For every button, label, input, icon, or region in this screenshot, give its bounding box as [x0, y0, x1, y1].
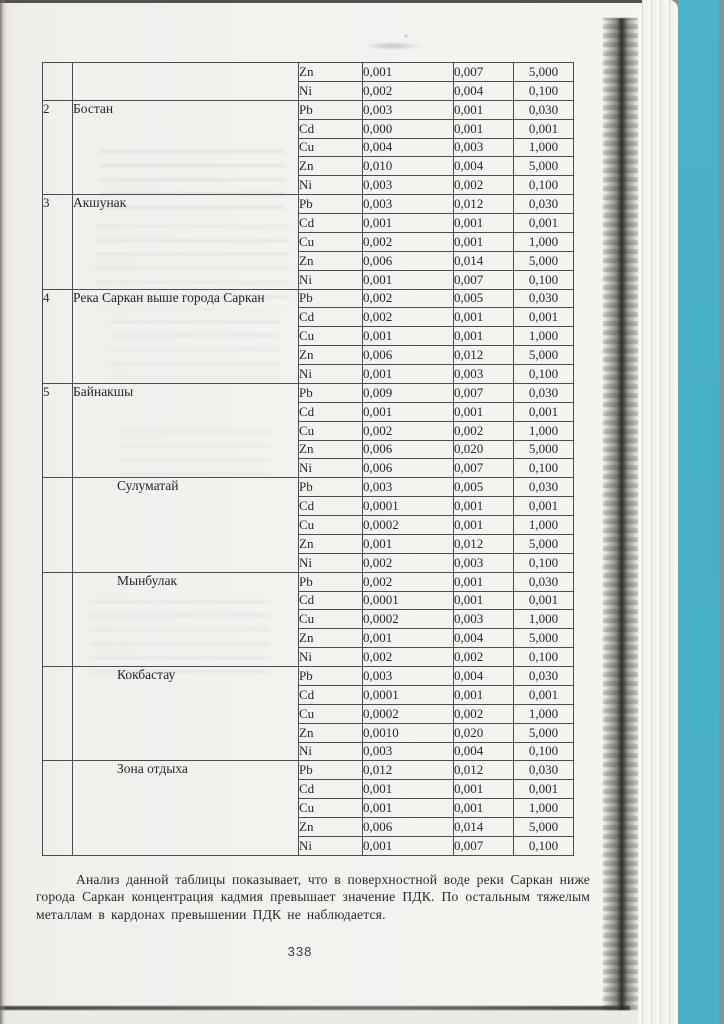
measured-value-cell: 0,0001	[363, 497, 454, 516]
measured-value-cell: 0,001	[363, 214, 454, 233]
site-number-cell	[43, 478, 73, 572]
element-cell: Cd	[299, 214, 363, 233]
pdk-value-cell: 5,000	[514, 440, 574, 459]
site-name-cell: Кокбастау	[73, 667, 299, 761]
pdk-value-cell: 0,030	[514, 478, 574, 497]
pdk-value-cell: 1,000	[514, 704, 574, 723]
measured-value-cell: 0,002	[454, 704, 514, 723]
measured-value-cell: 0,001	[363, 270, 454, 289]
pdk-value-cell: 0,030	[514, 572, 574, 591]
measured-value-cell: 0,0001	[363, 685, 454, 704]
site-number-cell	[43, 572, 73, 666]
pdk-value-cell: 1,000	[514, 232, 574, 251]
pdk-value-cell: 0,030	[514, 383, 574, 402]
pdk-value-cell: 0,100	[514, 648, 574, 667]
measured-value-cell: 0,020	[454, 723, 514, 742]
site-number-cell	[43, 63, 73, 101]
pdk-value-cell: 0,100	[514, 270, 574, 289]
measured-value-cell: 0,006	[363, 818, 454, 837]
measured-value-cell: 0,000	[363, 119, 454, 138]
pdk-value-cell: 0,100	[514, 459, 574, 478]
measured-value-cell: 0,001	[363, 799, 454, 818]
element-cell: Cd	[299, 591, 363, 610]
water-metals-table-body	[43, 63, 574, 856]
measured-value-cell: 0,003	[454, 553, 514, 572]
measured-value-cell: 0,001	[363, 63, 454, 82]
measured-value-cell: 0,001	[454, 232, 514, 251]
measured-value-cell: 0,014	[454, 251, 514, 270]
water-metals-table	[42, 62, 574, 856]
measured-value-cell: 0,0002	[363, 516, 454, 535]
element-cell: Cu	[299, 232, 363, 251]
table-row	[43, 289, 574, 308]
pdk-value-cell: 0,001	[514, 308, 574, 327]
measured-value-cell: 0,0002	[363, 704, 454, 723]
pdk-value-cell: 1,000	[514, 516, 574, 535]
pdk-value-cell: 0,001	[514, 119, 574, 138]
measured-value-cell: 0,001	[454, 516, 514, 535]
measured-value-cell: 0,002	[363, 81, 454, 100]
table-row	[43, 478, 574, 497]
measured-value-cell: 0,005	[454, 478, 514, 497]
element-cell: Ni	[299, 270, 363, 289]
measured-value-cell: 0,001	[454, 214, 514, 233]
pdk-value-cell: 5,000	[514, 818, 574, 837]
measured-value-cell: 0,001	[454, 572, 514, 591]
measured-value-cell: 0,001	[363, 836, 454, 855]
element-cell: Cd	[299, 685, 363, 704]
pdk-value-cell: 0,001	[514, 214, 574, 233]
pdk-value-cell: 0,100	[514, 836, 574, 855]
measured-value-cell: 0,002	[363, 232, 454, 251]
pdk-value-cell: 1,000	[514, 138, 574, 157]
element-cell: Pb	[299, 100, 363, 119]
pdk-value-cell: 0,030	[514, 289, 574, 308]
element-cell: Pb	[299, 289, 363, 308]
measured-value-cell: 0,001	[454, 402, 514, 421]
pdk-value-cell: 0,001	[514, 780, 574, 799]
table-row	[43, 63, 574, 82]
pdk-value-cell: 0,100	[514, 365, 574, 384]
element-cell: Zn	[299, 63, 363, 82]
measured-value-cell: 0,002	[363, 308, 454, 327]
element-cell: Pb	[299, 478, 363, 497]
measured-value-cell: 0,003	[454, 365, 514, 384]
measured-value-cell: 0,003	[363, 667, 454, 686]
element-cell: Zn	[299, 157, 363, 176]
pdk-value-cell: 5,000	[514, 723, 574, 742]
element-cell: Pb	[299, 667, 363, 686]
measured-value-cell: 0,001	[454, 799, 514, 818]
measured-value-cell: 0,006	[363, 251, 454, 270]
measured-value-cell: 0,002	[363, 553, 454, 572]
pdk-value-cell: 5,000	[514, 629, 574, 648]
element-cell: Ni	[299, 836, 363, 855]
table-row	[43, 572, 574, 591]
scan-left-edge	[0, 0, 6, 1024]
site-name-cell: Байнакшы	[73, 383, 299, 477]
measured-value-cell: 0,001	[363, 534, 454, 553]
measured-value-cell: 0,002	[363, 421, 454, 440]
measured-value-cell: 0,001	[454, 119, 514, 138]
measured-value-cell: 0,002	[454, 421, 514, 440]
pdk-value-cell: 5,000	[514, 251, 574, 270]
measured-value-cell: 0,001	[363, 327, 454, 346]
scanner-background	[719, 0, 724, 1024]
measured-value-cell: 0,010	[363, 157, 454, 176]
table-row	[43, 761, 574, 780]
element-cell: Cu	[299, 610, 363, 629]
site-name-cell: Сулуматай	[73, 478, 299, 572]
page-number: 338	[287, 944, 313, 959]
element-cell: Ni	[299, 459, 363, 478]
element-cell: Zn	[299, 629, 363, 648]
measured-value-cell: 0,004	[454, 667, 514, 686]
element-cell: Cu	[299, 799, 363, 818]
pdk-value-cell: 0,100	[514, 742, 574, 761]
measured-value-cell: 0,012	[454, 195, 514, 214]
measured-value-cell: 0,001	[454, 497, 514, 516]
site-number-cell: 3	[43, 195, 73, 289]
site-number-cell: 5	[43, 383, 73, 477]
element-cell: Ni	[299, 742, 363, 761]
element-cell: Zn	[299, 346, 363, 365]
measured-value-cell: 0,001	[454, 100, 514, 119]
measured-value-cell: 0,007	[454, 63, 514, 82]
site-number-cell: 2	[43, 100, 73, 194]
pdk-value-cell: 0,030	[514, 195, 574, 214]
element-cell: Ni	[299, 365, 363, 384]
element-cell: Zn	[299, 251, 363, 270]
pdk-value-cell: 0,001	[514, 685, 574, 704]
element-cell: Cd	[299, 119, 363, 138]
measured-value-cell: 0,002	[454, 176, 514, 195]
measured-value-cell: 0,012	[454, 534, 514, 553]
measured-value-cell: 0,012	[454, 761, 514, 780]
measured-value-cell: 0,001	[454, 685, 514, 704]
table-row	[43, 667, 574, 686]
page-stack-edge	[638, 0, 678, 1024]
pdk-value-cell: 5,000	[514, 346, 574, 365]
measured-value-cell: 0,006	[363, 459, 454, 478]
pdk-value-cell: 5,000	[514, 157, 574, 176]
measured-value-cell: 0,007	[454, 270, 514, 289]
measured-value-cell: 0,004	[454, 81, 514, 100]
measured-value-cell: 0,001	[454, 591, 514, 610]
measured-value-cell: 0,001	[454, 308, 514, 327]
element-cell: Pb	[299, 383, 363, 402]
site-name-cell	[73, 63, 299, 101]
site-name-cell: Бостан	[73, 100, 299, 194]
measured-value-cell: 0,002	[363, 648, 454, 667]
measured-value-cell: 0,003	[363, 478, 454, 497]
analysis-paragraph: Анализ данной таблицы показывает, что в поверхностной воде реки Саркан ниже города Саркан концентрация кадмия превышает значение ПДК. По остальным тяжелым металлам в кардонах превышении ПДК не наблюдается.	[36, 871, 590, 922]
measured-value-cell: 0,002	[363, 289, 454, 308]
measured-value-cell: 0,004	[454, 629, 514, 648]
pdk-value-cell: 0,001	[514, 402, 574, 421]
measured-value-cell: 0,009	[363, 383, 454, 402]
measured-value-cell: 0,001	[363, 780, 454, 799]
measured-value-cell: 0,020	[454, 440, 514, 459]
element-cell: Cd	[299, 402, 363, 421]
table-row	[43, 383, 574, 402]
element-cell: Ni	[299, 176, 363, 195]
pdk-value-cell: 1,000	[514, 610, 574, 629]
measured-value-cell: 0,004	[454, 157, 514, 176]
pdk-value-cell: 0,001	[514, 591, 574, 610]
site-number-cell: 4	[43, 289, 73, 383]
measured-value-cell: 0,003	[454, 610, 514, 629]
element-cell: Zn	[299, 818, 363, 837]
element-cell: Cd	[299, 308, 363, 327]
pdk-value-cell: 1,000	[514, 327, 574, 346]
binding-shadow	[603, 18, 639, 1010]
element-cell: Ni	[299, 553, 363, 572]
measured-value-cell: 0,002	[363, 572, 454, 591]
measured-value-cell: 0,006	[363, 346, 454, 365]
measured-value-cell: 0,001	[454, 327, 514, 346]
page-bottom-shadow	[0, 1006, 630, 1010]
measured-value-cell: 0,0001	[363, 591, 454, 610]
element-cell: Cu	[299, 421, 363, 440]
site-number-cell	[43, 667, 73, 761]
element-cell: Zn	[299, 440, 363, 459]
table-row	[43, 195, 574, 214]
element-cell: Cd	[299, 497, 363, 516]
pdk-value-cell: 0,030	[514, 667, 574, 686]
site-name-cell: Мынбулак	[73, 572, 299, 666]
element-cell: Ni	[299, 648, 363, 667]
element-cell: Cu	[299, 138, 363, 157]
measured-value-cell: 0,0002	[363, 610, 454, 629]
measured-value-cell: 0,003	[454, 138, 514, 157]
element-cell: Zn	[299, 723, 363, 742]
pdk-value-cell: 5,000	[514, 534, 574, 553]
measured-value-cell: 0,003	[363, 100, 454, 119]
measured-value-cell: 0,003	[363, 742, 454, 761]
measured-value-cell: 0,007	[454, 459, 514, 478]
measured-value-cell: 0,012	[363, 761, 454, 780]
measured-value-cell: 0,001	[363, 402, 454, 421]
pdk-value-cell: 1,000	[514, 421, 574, 440]
element-cell: Cu	[299, 327, 363, 346]
site-name-cell: Зона отдыха	[73, 761, 299, 856]
measured-value-cell: 0,004	[454, 742, 514, 761]
element-cell: Pb	[299, 761, 363, 780]
measured-value-cell: 0,001	[454, 780, 514, 799]
measured-value-cell: 0,007	[454, 383, 514, 402]
element-cell: Cu	[299, 516, 363, 535]
pdk-value-cell: 0,100	[514, 176, 574, 195]
pdk-value-cell: 0,030	[514, 761, 574, 780]
element-cell: Cd	[299, 780, 363, 799]
measured-value-cell: 0,0010	[363, 723, 454, 742]
table-row	[43, 100, 574, 119]
element-cell: Pb	[299, 572, 363, 591]
element-cell: Pb	[299, 195, 363, 214]
pencil-smudge	[348, 32, 438, 54]
scan-top-edge	[0, 0, 642, 3]
site-number-cell	[43, 761, 73, 856]
pdk-value-cell: 0,100	[514, 81, 574, 100]
measured-value-cell: 0,007	[454, 836, 514, 855]
measured-value-cell: 0,001	[363, 629, 454, 648]
measured-value-cell: 0,001	[363, 365, 454, 384]
element-cell: Cu	[299, 704, 363, 723]
measured-value-cell: 0,002	[454, 648, 514, 667]
pdk-value-cell: 5,000	[514, 63, 574, 82]
measured-value-cell: 0,004	[363, 138, 454, 157]
measured-value-cell: 0,012	[454, 346, 514, 365]
page-bottom-fold	[0, 1010, 650, 1024]
element-cell: Ni	[299, 81, 363, 100]
measured-value-cell: 0,006	[363, 440, 454, 459]
pdk-value-cell: 0,030	[514, 100, 574, 119]
site-name-cell: Акшунак	[73, 195, 299, 289]
pdk-value-cell: 1,000	[514, 799, 574, 818]
pdk-value-cell: 0,100	[514, 553, 574, 572]
book-cover-strip	[678, 0, 719, 1024]
measured-value-cell: 0,003	[363, 195, 454, 214]
pdk-value-cell: 0,001	[514, 497, 574, 516]
measured-value-cell: 0,014	[454, 818, 514, 837]
measured-value-cell: 0,005	[454, 289, 514, 308]
element-cell: Zn	[299, 534, 363, 553]
measured-value-cell: 0,003	[363, 176, 454, 195]
site-name-cell: Река Саркан выше города Саркан	[73, 289, 299, 383]
